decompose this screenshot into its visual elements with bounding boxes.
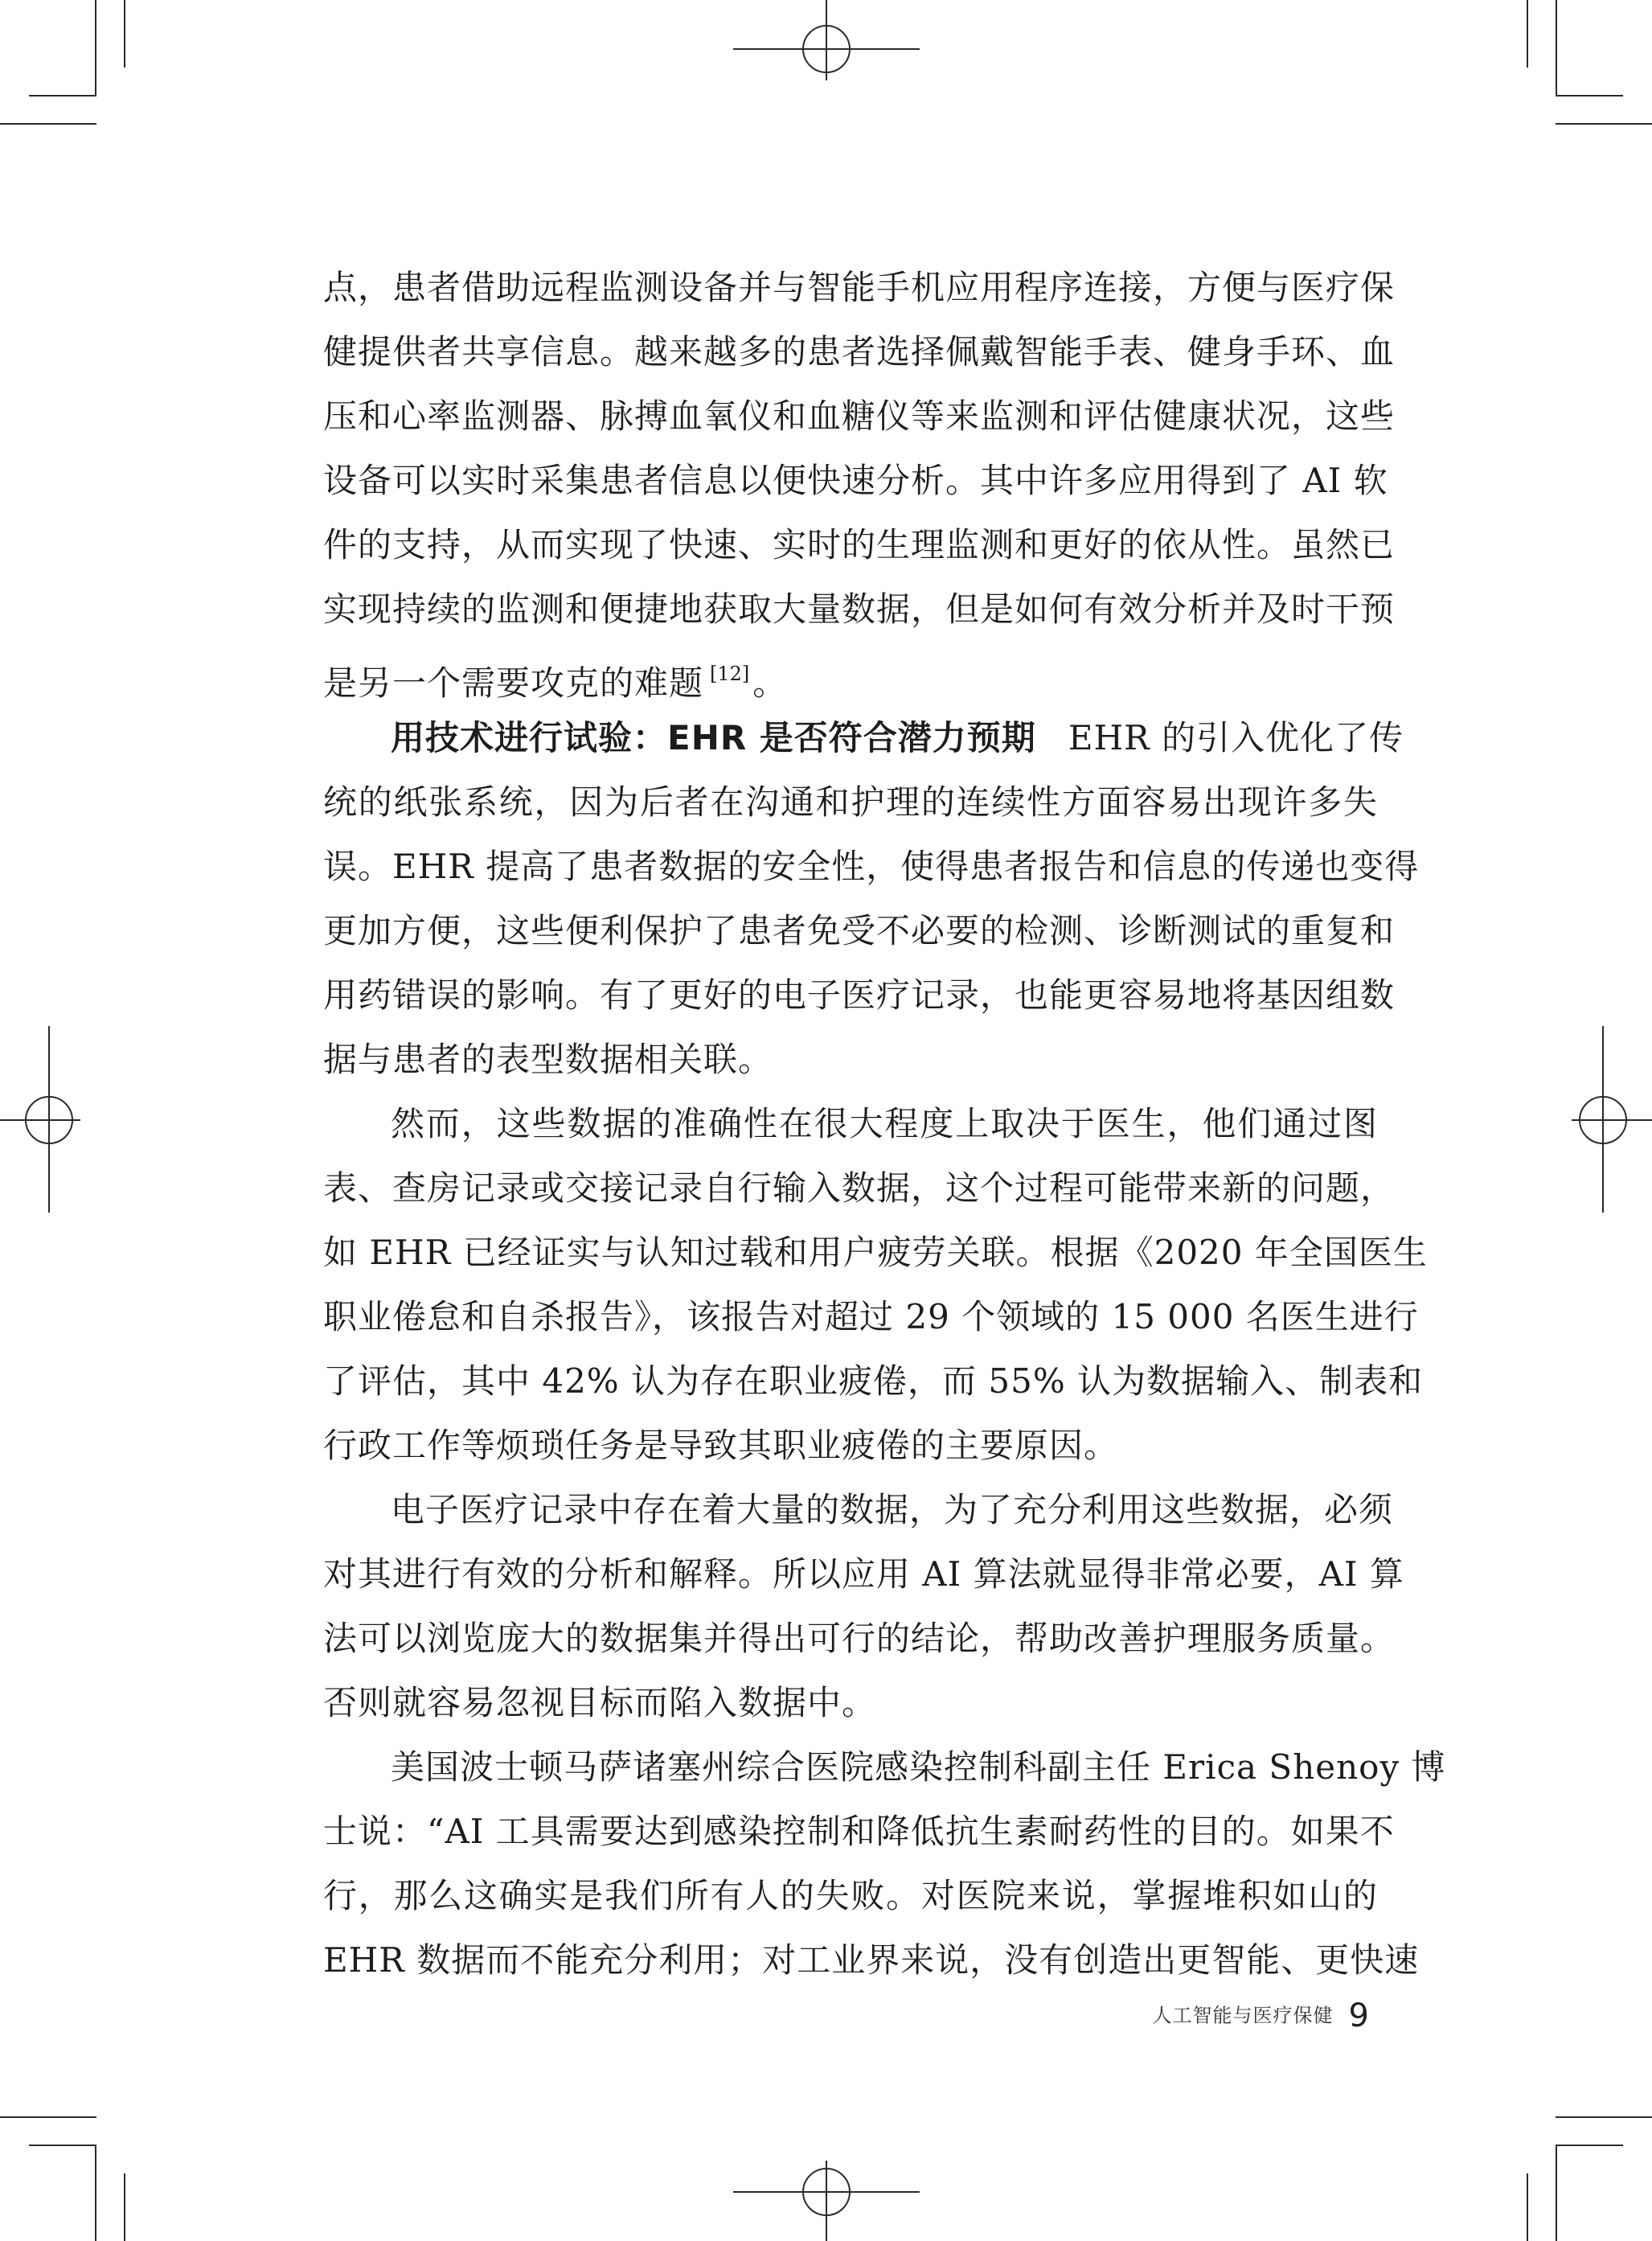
text-line: 点，患者借助远程监测设备并与智能手机应用程序连接，方便与医疗保 — [323, 268, 1396, 307]
text-line: 士说：“AI 工具需要达到感染控制和降低抗生素耐药性的目的。如果不 — [323, 1812, 1395, 1851]
text-line: 对其进行有效的分析和解释。所以应用 AI 算法就显得非常必要，AI 算 — [323, 1554, 1404, 1594]
text-line: 电子医疗记录中存在着大量的数据，为了充分利用这些数据，必须 — [391, 1490, 1394, 1529]
crop-mark-top-right-bleed-horizontal — [1556, 123, 1652, 125]
running-footer-title: 人工智能与医疗保健 — [1152, 2004, 1334, 2027]
text-line: EHR 数据而不能充分利用；对工业界来说，没有创造出更智能、更快速 — [323, 1940, 1420, 1980]
crop-mark-top-left-vertical — [95, 0, 96, 96]
text-fragment: 是另一个需要攻克的难题 — [323, 663, 704, 703]
crop-mark-bottom-right-bleed-horizontal — [1556, 2116, 1652, 2118]
registration-mark-left-circle — [25, 1096, 73, 1144]
text-line: 如 EHR 已经证实与认知过载和用户疲劳关联。根据《2020 年全国医生 — [323, 1233, 1428, 1272]
crop-mark-top-left-bleed-vertical — [124, 0, 125, 68]
text-line: 更加方便，这些便利保护了患者免受不必要的检测、诊断测试的重复和 — [323, 911, 1396, 950]
text-line: 健提供者共享信息。越来越多的患者选择佩戴智能手表、健身手环、血 — [323, 332, 1396, 371]
text-line: 然而，这些数据的准确性在很大程度上取决于医生，他们通过图 — [391, 1104, 1378, 1143]
crop-mark-bottom-right-horizontal — [1556, 2145, 1623, 2146]
crop-mark-bottom-right-vertical — [1556, 2145, 1557, 2241]
text-fragment: EHR 的引入优化了传 — [1068, 718, 1404, 757]
text-line: 表、查房记录或交接记录自行输入数据，这个过程可能带来新的问题， — [323, 1168, 1396, 1208]
crop-mark-bottom-left-vertical — [95, 2145, 96, 2241]
page-footer — [1152, 1991, 1369, 2039]
paragraph-shenoy-quote — [323, 1735, 1446, 1993]
registration-mark-top-circle — [802, 25, 851, 73]
page-number: 9 — [1348, 1997, 1369, 2034]
text-line: 否则就容易忽视目标而陷入数据中。 — [323, 1683, 877, 1722]
crop-mark-top-right-horizontal — [1556, 95, 1623, 96]
text-line: 职业倦怠和自杀报告》，该报告对超过 29 个领域的 15 000 名医生进行 — [323, 1297, 1419, 1336]
paragraph-ehr-trial — [323, 706, 1420, 1092]
text-fragment: 。 — [752, 663, 788, 703]
crop-mark-bottom-right-bleed-vertical — [1527, 2173, 1528, 2241]
text-line: 了评估，其中 42% 认为存在职业疲倦，而 55% 认为数据输入、制表和 — [323, 1361, 1424, 1401]
crop-mark-top-left-horizontal — [29, 95, 96, 96]
crop-mark-top-right-bleed-vertical — [1527, 0, 1528, 68]
crop-mark-top-right-vertical — [1556, 0, 1557, 96]
body-text — [323, 256, 1446, 1993]
text-line: 统的纸张系统，因为后者在沟通和护理的连续性方面容易出现许多失 — [323, 782, 1378, 822]
citation-reference: [12] — [710, 663, 750, 685]
registration-mark-bottom-circle — [802, 2168, 851, 2216]
paragraph-remote-monitoring — [323, 256, 1396, 706]
text-line: 设备可以实时采集患者信息以便快速分析。其中许多应用得到了 AI 软 — [323, 461, 1388, 500]
text-line: 实现持续的监测和便捷地获取大量数据，但是如何有效分析并及时干预 — [323, 589, 1396, 629]
paragraph-ai-analysis — [323, 1478, 1404, 1735]
text-line: 用药错误的影响。有了更好的电子医疗记录，也能更容易地将基因组数 — [323, 975, 1396, 1015]
text-line — [323, 642, 1378, 706]
paragraph-data-accuracy — [323, 1092, 1428, 1478]
text-line: 据与患者的表型数据相关联。 — [323, 1040, 773, 1079]
registration-mark-right-circle — [1579, 1096, 1627, 1144]
text-line: 压和心率监测器、脉搏血氧仪和血糖仪等来监测和评估健康状况，这些 — [323, 396, 1396, 436]
text-line: 行，那么这确实是我们所有人的失败。对医院来说，掌握堆积如山的 — [323, 1876, 1378, 1915]
run-in-heading: 用技术进行试验：EHR 是否符合潜力预期 — [391, 718, 1036, 757]
text-line: 行政工作等烦琐任务是导致其职业疲倦的主要原因。 — [323, 1426, 1119, 1465]
crop-mark-bottom-left-horizontal — [29, 2145, 96, 2146]
crop-mark-top-left-bleed-horizontal — [0, 123, 96, 125]
crop-mark-bottom-left-bleed-horizontal — [0, 2116, 96, 2118]
text-line: 美国波士顿马萨诸塞州综合医院感染控制科副主任 Erica Shenoy 博 — [391, 1747, 1446, 1787]
text-line — [323, 706, 1404, 770]
text-line: 件的支持，从而实现了快速、实时的生理监测和更好的依从性。虽然已 — [323, 525, 1396, 564]
text-line: 法可以浏览庞大的数据集并得出可行的结论，帮助改善护理服务质量。 — [323, 1619, 1396, 1658]
crop-mark-bottom-left-bleed-vertical — [124, 2173, 125, 2241]
text-line: 误。EHR 提高了患者数据的安全性，使得患者报告和信息的传递也变得 — [323, 847, 1420, 886]
